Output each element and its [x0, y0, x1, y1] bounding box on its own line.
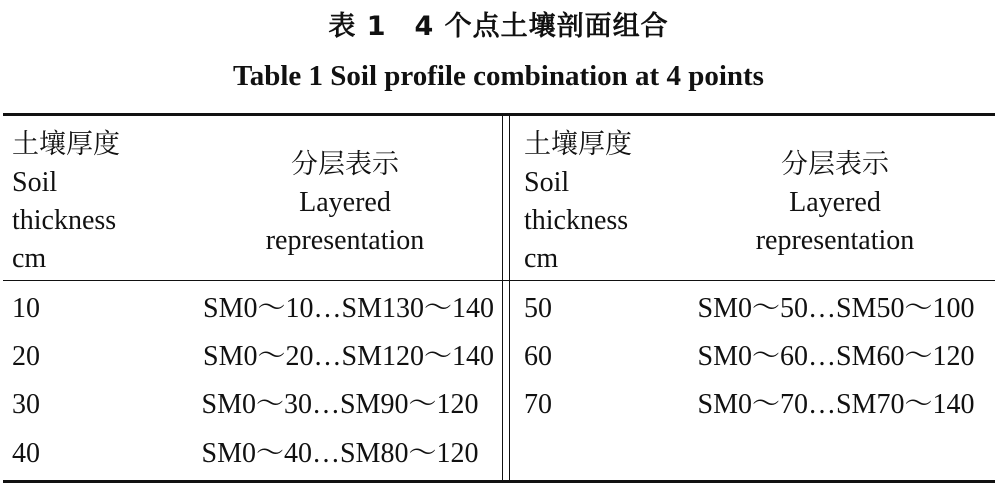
header-thickness-zh: 土壤厚度 [12, 129, 120, 160]
header-layer-left [200, 146, 490, 260]
header-layer-en-1: Layered [789, 187, 881, 218]
table-row: SM0～50…SM50～100 [697, 293, 975, 324]
table-caption-en: Table 1 Soil profile combination at 4 points [233, 60, 764, 92]
header-thickness-unit: cm [12, 243, 47, 274]
header-thickness-right [524, 126, 632, 278]
table-row: 30 [12, 389, 40, 420]
header-layer-en-2: representation [265, 225, 425, 256]
header-thickness-en-1: Soil [524, 167, 570, 198]
header-layer-right [690, 146, 980, 260]
table-top-rule [3, 113, 995, 116]
table-row: SM0～30…SM90～120 [201, 389, 479, 420]
table-row: 70 [524, 389, 552, 420]
header-layer-zh: 分层表示 [291, 149, 399, 180]
table-row: 10 [12, 293, 40, 324]
table-row: SM0～10…SM130～140 [203, 293, 494, 324]
table-caption-zh: 表 1 4 个点土壤剖面组合 [328, 11, 669, 42]
table-row: SM0～20…SM120～140 [203, 341, 494, 372]
header-thickness-zh: 土壤厚度 [524, 129, 632, 160]
column-divider-right [509, 116, 510, 480]
header-layer-zh: 分层表示 [781, 149, 889, 180]
table-row: SM0～60…SM60～120 [697, 341, 975, 372]
table-row: SM0～70…SM70～140 [697, 389, 975, 420]
table-row: 40 [12, 438, 40, 469]
table-row: SM0～40…SM80～120 [201, 438, 479, 469]
header-thickness-en-1: Soil [12, 167, 58, 198]
table-row: 50 [524, 293, 552, 324]
table-row: 20 [12, 341, 40, 372]
column-divider-left [502, 116, 503, 480]
header-thickness-unit: cm [524, 243, 559, 274]
header-thickness-en-2: thickness [12, 205, 117, 236]
header-thickness-en-2: thickness [524, 205, 629, 236]
table-bottom-rule [3, 480, 995, 483]
table-header-rule [3, 280, 995, 281]
header-layer-en-1: Layered [299, 187, 391, 218]
header-thickness-left [12, 126, 120, 278]
header-layer-en-2: representation [755, 225, 915, 256]
table-row: 60 [524, 341, 552, 372]
